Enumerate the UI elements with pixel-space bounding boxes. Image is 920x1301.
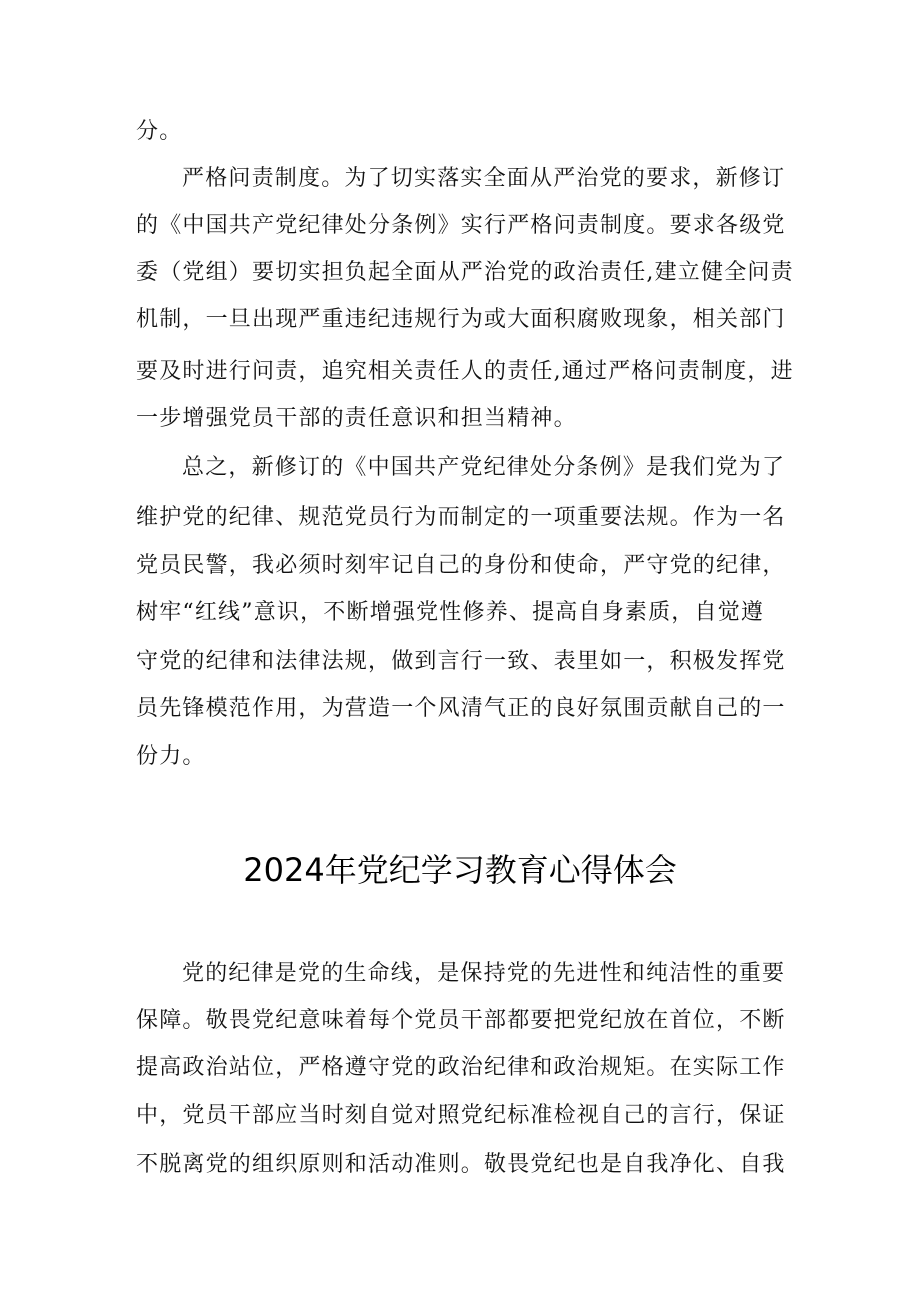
text-line: 提高政治站位，严格遵守党的政治纪律和政治规矩。在实际工作 [136,1055,786,1080]
text-line: 委（党组）要切实担负起全面从严治党的政治责任,建立健全问责 [136,260,794,285]
text-line: 份力。 [136,744,206,769]
paragraph-start-line: 总之，新修订的《中国共产党纪律处分条例》是我们党为了 [182,455,786,480]
text-line: 维护党的纪律、规范党员行为而制定的一项重要法规。作为一名 [136,505,786,530]
text-line: 一步增强党员干部的责任意识和担当精神。 [136,406,577,431]
text-line: 中，党员干部应当时刻自觉对照党纪标准检视自己的言行，保证 [136,1103,786,1128]
paragraph-start-line: 党的纪律是党的生命线，是保持党的先进性和纯洁性的重要 [182,961,786,986]
text-line: 分。 [136,119,183,144]
text-line: 守党的纪律和法律法规，做到言行一致、表里如一，积极发挥党 [136,649,786,674]
paragraph-start-line: 严格问责制度。为了切实落实全面从严治党的要求，新修订 [182,166,786,191]
text-line: 员先锋模范作用，为营造一个风清气正的良好氛围贡献自己的一 [136,696,786,721]
document-title: 2024年党纪学习教育心得体会 [243,851,677,889]
text-line: 要及时进行问责，追究相关责任人的责任,通过严格问责制度，进 [136,359,794,384]
text-line: 机制，一旦出现严重违纪违规行为或大面积腐败现象，相关部门 [136,307,786,332]
text-line: 不脱离党的组织原则和活动准则。敬畏党纪也是自我净化、自我 [136,1152,786,1177]
text-line: 树牢“红线”意识，不断增强党性修养、提高自身素质，自觉遵 [136,600,765,625]
text-line: 的《中国共产党纪律处分条例》实行严格问责制度。要求各级党 [136,213,786,238]
text-line: 保障。敬畏党纪意味着每个党员干部都要把党纪放在首位，不断 [136,1008,786,1033]
text-line: 党员民警，我必须时刻牢记自己的身份和使命，严守党的纪律， [136,553,786,578]
